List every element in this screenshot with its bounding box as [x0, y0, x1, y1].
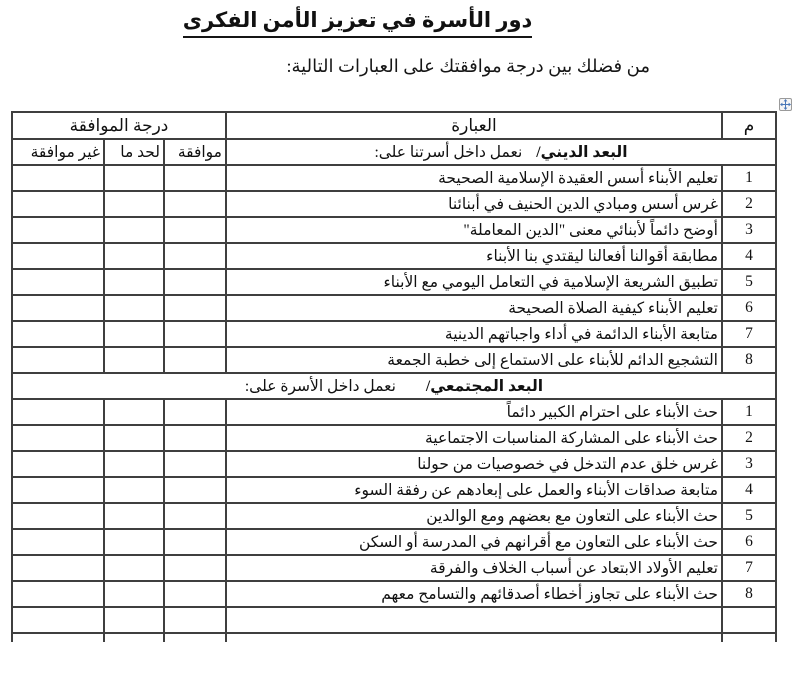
- row-number: 3: [722, 217, 776, 243]
- answer-cell[interactable]: [164, 503, 226, 529]
- table-row: [12, 347, 776, 373]
- row-number: 6: [722, 529, 776, 555]
- page-title-text: دور الأسرة في تعزيز الأمن الفكرى: [183, 8, 533, 38]
- statement-text: حث الأبناء على احترام الكبير دائماً: [226, 399, 722, 425]
- option-header-disagree: غير موافقة: [12, 139, 104, 165]
- answer-cell[interactable]: [164, 295, 226, 321]
- answer-cell[interactable]: [12, 243, 104, 269]
- table-row: [12, 425, 776, 451]
- section-2-header-row: [12, 373, 776, 399]
- row-number: 1: [722, 399, 776, 425]
- answer-cell[interactable]: [12, 321, 104, 347]
- statement-text: غرس خلق عدم التدخل في خصوصيات من حولنا: [226, 451, 722, 477]
- answer-cell[interactable]: [12, 191, 104, 217]
- statement-text: أوضح دائماً لأبنائي معنى "الدين المعاملة": [226, 217, 722, 243]
- answer-cell[interactable]: [12, 425, 104, 451]
- table-move-handle-icon[interactable]: [779, 98, 792, 111]
- table-row: [12, 295, 776, 321]
- row-number: 5: [722, 269, 776, 295]
- statement-text: تعليم الأبناء أسس العقيدة الإسلامية الصحيحة: [226, 165, 722, 191]
- answer-cell[interactable]: [164, 581, 226, 607]
- answer-cell[interactable]: [164, 217, 226, 243]
- answer-cell[interactable]: [104, 347, 164, 373]
- table-row: [12, 217, 776, 243]
- table-row: [12, 477, 776, 503]
- answer-cell[interactable]: [164, 607, 226, 633]
- answer-cell[interactable]: [104, 295, 164, 321]
- answer-cell[interactable]: [164, 269, 226, 295]
- statement-text: مطابقة أقوالنا أفعالنا ليقتدي بنا الأبناء: [226, 243, 722, 269]
- instructions-text: من فضلك بين درجة موافقتك على العبارات التالية:: [286, 56, 650, 76]
- answer-cell[interactable]: [164, 191, 226, 217]
- statement-text: [226, 607, 722, 633]
- section-1-header-row: [12, 139, 776, 165]
- table-row: [12, 399, 776, 425]
- table-row: [12, 243, 776, 269]
- answer-cell[interactable]: [104, 165, 164, 191]
- answer-cell[interactable]: [104, 555, 164, 581]
- answer-cell[interactable]: [12, 295, 104, 321]
- statement-text: حث الأبناء على المشاركة المناسبات الاجتماعية: [226, 425, 722, 451]
- answer-cell[interactable]: [164, 477, 226, 503]
- table-row: [12, 321, 776, 347]
- answer-cell[interactable]: [164, 425, 226, 451]
- answer-cell[interactable]: [164, 243, 226, 269]
- table-row: [12, 581, 776, 607]
- answer-cell[interactable]: [12, 581, 104, 607]
- table-row: [12, 503, 776, 529]
- answer-cell[interactable]: [12, 555, 104, 581]
- section-1-title-bold: البعد الديني/: [536, 143, 628, 161]
- row-number: 5: [722, 503, 776, 529]
- col-header-statement: العبارة: [226, 112, 722, 139]
- row-number: [722, 607, 776, 633]
- row-number: 2: [722, 425, 776, 451]
- col-header-agreement: درجة الموافقة: [12, 112, 226, 139]
- answer-cell[interactable]: [104, 503, 164, 529]
- section-2-title-rest: نعمل داخل الأسرة على:: [244, 377, 396, 395]
- section-2-title: [12, 373, 776, 399]
- section-1-title: [226, 139, 776, 165]
- statement-text: تعليم الأولاد الابتعاد عن أسباب الخلاف والفرقة: [226, 555, 722, 581]
- answer-cell[interactable]: [164, 347, 226, 373]
- statement-text: التشجيع الدائم للأبناء على الاستماع إلى خطبة الجمعة: [226, 347, 722, 373]
- table-row: [12, 165, 776, 191]
- answer-cell[interactable]: [12, 607, 104, 633]
- row-number: 8: [722, 581, 776, 607]
- option-header-agree: موافقة: [164, 139, 226, 165]
- answer-cell[interactable]: [12, 477, 104, 503]
- answer-cell[interactable]: [164, 529, 226, 555]
- section-1-title-rest: نعمل داخل أسرتنا على:: [374, 143, 523, 161]
- answer-cell[interactable]: [104, 451, 164, 477]
- row-number: 2: [722, 191, 776, 217]
- answer-cell[interactable]: [12, 217, 104, 243]
- empty-row: [12, 607, 776, 633]
- partial-row: [12, 633, 776, 642]
- statement-text: تعليم الأبناء كيفية الصلاة الصحيحة: [226, 295, 722, 321]
- table-row: [12, 451, 776, 477]
- table-row: [12, 529, 776, 555]
- answer-cell[interactable]: [104, 321, 164, 347]
- answer-cell[interactable]: [164, 399, 226, 425]
- four-way-arrow-icon: [780, 99, 791, 110]
- answer-cell[interactable]: [104, 217, 164, 243]
- row-number: 3: [722, 451, 776, 477]
- answer-cell[interactable]: [104, 399, 164, 425]
- answer-cell[interactable]: [12, 529, 104, 555]
- header-row: [12, 112, 776, 139]
- row-number: 1: [722, 165, 776, 191]
- survey-table: [11, 111, 777, 642]
- statement-text: حث الأبناء على تجاوز أخطاء أصدقائهم والتسامح معهم: [226, 581, 722, 607]
- table-row: [12, 555, 776, 581]
- answer-cell[interactable]: [104, 243, 164, 269]
- answer-cell[interactable]: [104, 477, 164, 503]
- section-2-title-bold: البعد المجتمعي/: [425, 377, 544, 395]
- row-number: 4: [722, 477, 776, 503]
- answer-cell[interactable]: [104, 191, 164, 217]
- answer-cell[interactable]: [104, 529, 164, 555]
- statement-text: متابعة الأبناء الدائمة في أداء واجباتهم الدينية: [226, 321, 722, 347]
- answer-cell[interactable]: [104, 581, 164, 607]
- row-number: 7: [722, 321, 776, 347]
- statement-text: متابعة صداقات الأبناء والعمل على إبعادهم عن رفقة السوء: [226, 477, 722, 503]
- answer-cell[interactable]: [104, 269, 164, 295]
- table-row: [12, 269, 776, 295]
- answer-cell[interactable]: [12, 269, 104, 295]
- answer-cell[interactable]: [164, 555, 226, 581]
- option-header-somewhat: لحد ما: [104, 139, 164, 165]
- row-number: 7: [722, 555, 776, 581]
- page-title: [0, 8, 715, 38]
- row-number: 4: [722, 243, 776, 269]
- answer-cell[interactable]: [164, 321, 226, 347]
- table-row: [12, 191, 776, 217]
- answer-cell[interactable]: [12, 165, 104, 191]
- statement-text: غرس أسس ومبادي الدين الحنيف في أبنائنا: [226, 191, 722, 217]
- answer-cell[interactable]: [12, 399, 104, 425]
- answer-cell[interactable]: [164, 451, 226, 477]
- col-header-number: م: [722, 112, 776, 139]
- row-number: 6: [722, 295, 776, 321]
- answer-cell[interactable]: [12, 347, 104, 373]
- statement-text: حث الأبناء على التعاون مع أقرانهم في المدرسة أو السكن: [226, 529, 722, 555]
- row-number: 8: [722, 347, 776, 373]
- statement-text: حث الأبناء على التعاون مع بعضهم ومع الوالدين: [226, 503, 722, 529]
- answer-cell[interactable]: [104, 607, 164, 633]
- answer-cell[interactable]: [104, 425, 164, 451]
- answer-cell[interactable]: [12, 503, 104, 529]
- answer-cell[interactable]: [164, 165, 226, 191]
- answer-cell[interactable]: [12, 451, 104, 477]
- statement-text: تطبيق الشريعة الإسلامية في التعامل اليومي مع الأبناء: [226, 269, 722, 295]
